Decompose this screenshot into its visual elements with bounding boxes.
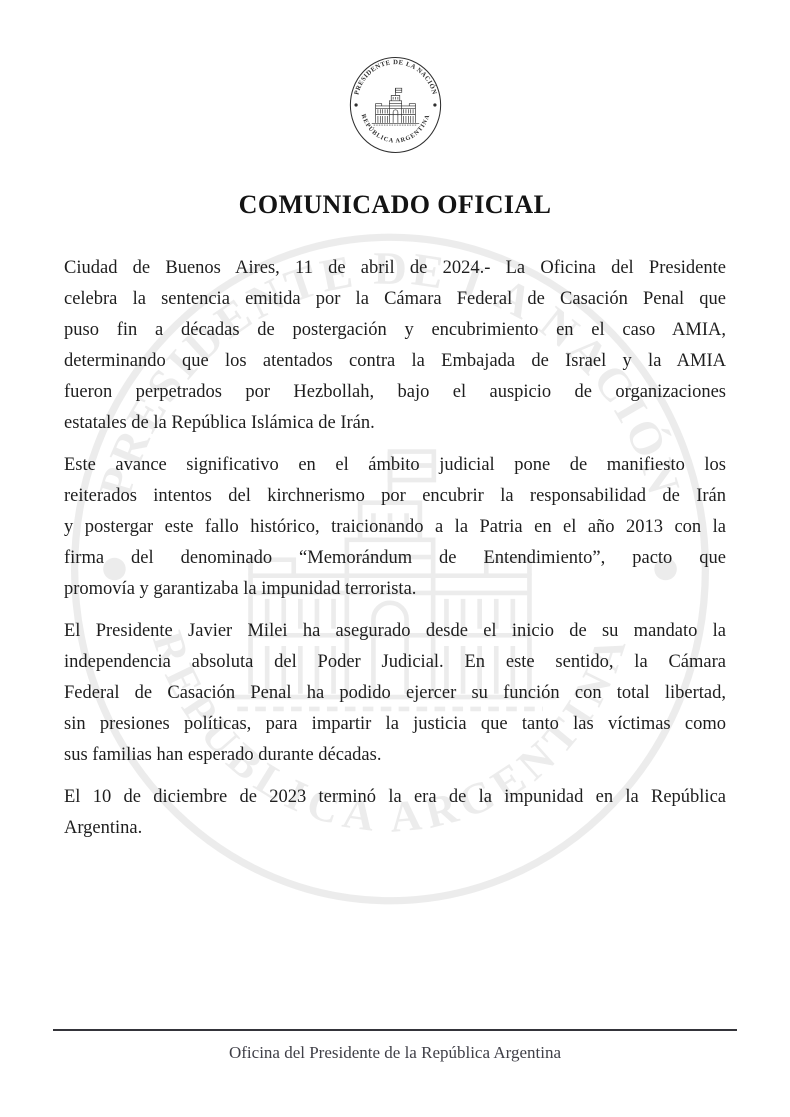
body-line: sus familias han esperado durante décadas. xyxy=(64,745,382,765)
footer-text: Oficina del Presidente de la República Argentina xyxy=(228,1043,562,1062)
paragraph-3 xyxy=(64,616,726,771)
body-line: Federal de Casación Penal ha podido ejercer su función con total libertad, xyxy=(64,683,726,703)
communique-body xyxy=(64,253,726,855)
presidential-seal xyxy=(348,52,443,158)
body-line: puso fin a décadas de postergación y encubrimiento en el caso AMIA, xyxy=(64,320,726,340)
body-line: firma del denominado “Memorándum de Entendimiento”, pacto que xyxy=(64,548,726,568)
paragraph-1 xyxy=(64,253,726,439)
body-line: Ciudad de Buenos Aires, 11 de abril de 2024.- La Oficina del Presidente xyxy=(64,258,726,278)
body-line: fueron perpetrados por Hezbollah, bajo el auspicio de organizaciones xyxy=(64,382,726,402)
body-line: sin presiones políticas, para impartir la justicia que tanto las víctimas como xyxy=(64,714,726,734)
paragraph-2 xyxy=(64,450,726,605)
body-line: El 10 de diciembre de 2023 terminó la era de la impunidad en la República xyxy=(64,787,726,807)
body-line: Argentina. xyxy=(64,818,143,838)
body-line: determinando que los atentados contra la Embajada de Israel y la AMIA xyxy=(64,351,726,371)
body-line: promovía y garantizaba la impunidad terrorista. xyxy=(64,579,417,599)
paragraph-4 xyxy=(64,782,726,844)
body-line: estatales de la República Islámica de Irán. xyxy=(64,413,375,433)
body-line: El Presidente Javier Milei ha asegurado desde el inicio de su mandato la xyxy=(64,621,726,641)
body-line: y postergar este fallo histórico, traicionando a la Patria en el año 2013 con la xyxy=(64,517,726,537)
body-line: reiterados intentos del kirchnerismo por encubrir la responsabilidad de Irán xyxy=(64,486,726,506)
body-line: Este avance significativo en el ámbito judicial pone de manifiesto los xyxy=(64,455,726,475)
body-line: independencia absoluta del Poder Judicial. En este sentido, la Cámara xyxy=(64,652,726,672)
footer-divider xyxy=(53,1029,737,1031)
body-line: celebra la sentencia emitida por la Cámara Federal de Casación Penal que xyxy=(64,289,726,309)
page-title: COMUNICADO OFICIAL xyxy=(238,190,552,219)
